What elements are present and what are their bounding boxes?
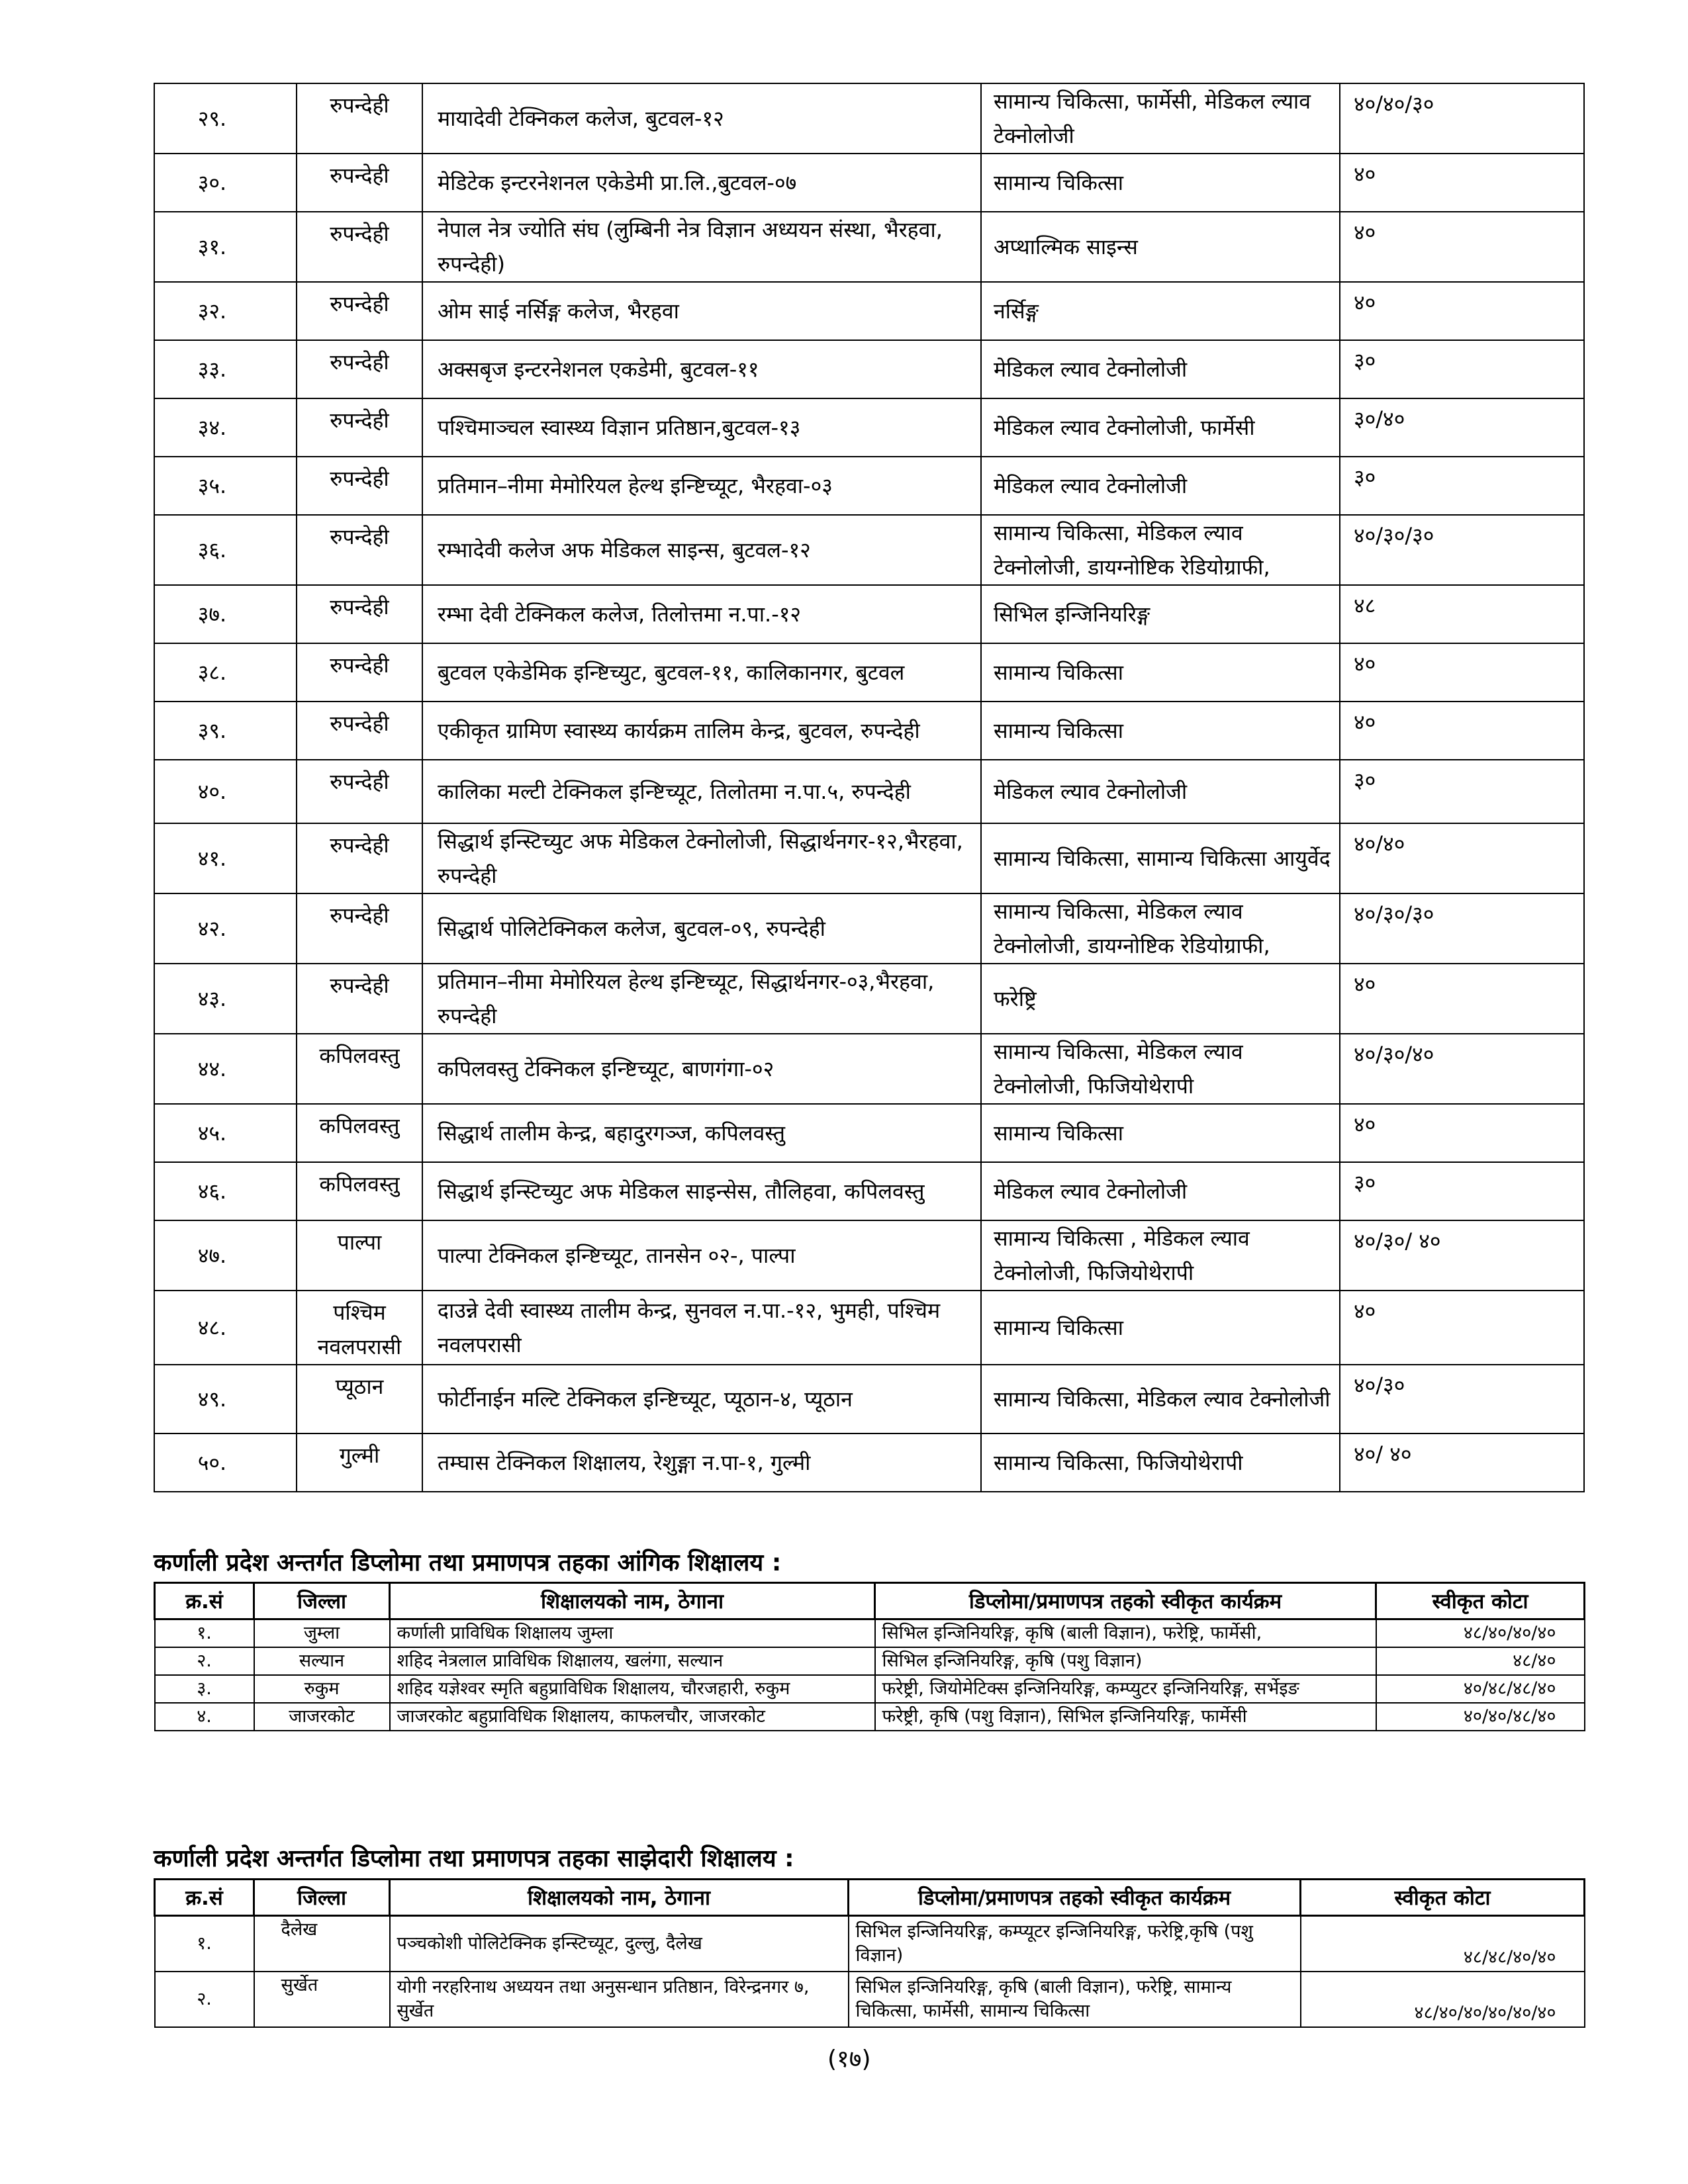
- cell-quota: ४०/४०/३०: [1340, 83, 1584, 154]
- table-row: [155, 1972, 1585, 2027]
- cell-name: सिद्धार्थ इन्स्टिच्युट अफ मेडिकल टेक्नोलोजी, सिद्धार्थनगर-१२,भैरहवा, रुपन्देही: [422, 823, 981, 893]
- table-row: [154, 340, 1584, 398]
- cell-name: पाल्पा टेक्निकल इन्ष्टिच्यूट, तानसेन ०२-, पाल्पा: [422, 1220, 981, 1291]
- karnali-sajhedari-table: [154, 1878, 1585, 2028]
- cell-name: पश्चिमाञ्चल स्वास्थ्य विज्ञान प्रतिष्ठान,बुटवल-१३: [422, 398, 981, 457]
- table-row: [155, 1647, 1585, 1675]
- cell-name: प्रतिमान–नीमा मेमोरियल हेल्थ इन्ष्टिच्यूट, सिद्धार्थनगर-०३,भैरहवा, रुपन्देही: [422, 964, 981, 1034]
- cell-sn: ४२.: [154, 893, 297, 964]
- cell-district: कपिलवस्तु: [297, 1104, 422, 1162]
- cell-name: सिद्धार्थ तालीम केन्द्र, बहादुरगञ्ज, कपिलवस्तु: [422, 1104, 981, 1162]
- table-header-row: [155, 1880, 1585, 1916]
- cell-district: पाल्पा: [297, 1220, 422, 1291]
- cell-name: मायादेवी टेक्निकल कलेज, बुटवल-१२: [422, 83, 981, 154]
- cell-program: सामान्य चिकित्सा, फार्मेसी, मेडिकल ल्याव टेक्नोलोजी: [981, 83, 1340, 154]
- cell-program: सामान्य चिकित्सा, मेडिकल ल्याव टेक्नोलोजी: [981, 1365, 1340, 1433]
- cell-program: सिभिल इन्जिनियरिङ्ग: [981, 585, 1340, 643]
- cell-district: रुपन्देही: [297, 760, 422, 823]
- cell-quota: ४८/४८/४०/४०: [1301, 1916, 1585, 1972]
- cell-sn: ४७.: [154, 1220, 297, 1291]
- cell-sn: ३१.: [154, 212, 297, 282]
- cell-quota: ३०: [1340, 457, 1584, 515]
- cell-sn: ४८.: [154, 1291, 297, 1365]
- cell-quota: ४८/४०: [1376, 1647, 1585, 1675]
- cell-program: मेडिकल ल्याव टेक्नोलोजी: [981, 760, 1340, 823]
- cell-name: शहिद यज्ञेश्वर स्मृति बहुप्राविधिक शिक्षालय, चौरजहारी, रुकुम: [390, 1675, 875, 1703]
- cell-district: सल्यान: [254, 1647, 390, 1675]
- table-row: [154, 643, 1584, 702]
- cell-program: सामान्य चिकित्सा: [981, 1104, 1340, 1162]
- cell-quota: ४०: [1340, 964, 1584, 1034]
- table-header-row: [155, 1583, 1585, 1619]
- cell-district: रुपन्देही: [297, 823, 422, 893]
- header-name: शिक्षालयको नाम, ठेगाना: [390, 1880, 849, 1916]
- table-row: [154, 212, 1584, 282]
- cell-district: पश्चिम नवलपरासी: [297, 1291, 422, 1365]
- cell-quota: ४०/४०: [1340, 823, 1584, 893]
- cell-district: रुपन्देही: [297, 702, 422, 760]
- cell-sn: ४९.: [154, 1365, 297, 1433]
- cell-name: मेडिटेक इन्टरनेशनल एकेडेमी प्रा.लि.,बुटवल-०७: [422, 154, 981, 212]
- table-row: [154, 282, 1584, 340]
- table-row: [154, 1291, 1584, 1365]
- cell-name: रम्भादेवी कलेज अफ मेडिकल साइन्स, बुटवल-१२: [422, 515, 981, 585]
- institutions-table-continued: [154, 83, 1585, 1492]
- table-row: [154, 1433, 1584, 1492]
- cell-sn: ४१.: [154, 823, 297, 893]
- cell-district: कपिलवस्तु: [297, 1162, 422, 1220]
- table-row: [154, 154, 1584, 212]
- cell-quota: ४०/३०: [1340, 1365, 1584, 1433]
- cell-quota: ४०: [1340, 1291, 1584, 1365]
- cell-name: तम्घास टेक्निकल शिक्षालय, रेशुङ्गा न.पा-१, गुल्मी: [422, 1433, 981, 1492]
- cell-name: ओम साई नर्सिङ्ग कलेज, भैरहवा: [422, 282, 981, 340]
- cell-name: एकीकृत ग्रामिण स्वास्थ्य कार्यक्रम तालिम केन्द्र, बुटवल, रुपन्देही: [422, 702, 981, 760]
- cell-district: रुपन्देही: [297, 282, 422, 340]
- cell-district: प्यूठान: [297, 1365, 422, 1433]
- cell-quota: ४०/३०/३०: [1340, 515, 1584, 585]
- table-row: [155, 1703, 1585, 1731]
- cell-sn: ४६.: [154, 1162, 297, 1220]
- cell-program: फरेष्ट्री, कृषि (पशु विज्ञान), सिभिल इन्जिनियरिङ्ग, फार्मेसी: [875, 1703, 1376, 1731]
- cell-sn: ५०.: [154, 1433, 297, 1492]
- cell-quota: ४०/३०/ ४०: [1340, 1220, 1584, 1291]
- cell-program: फरेष्ट्री, जियोमेटिक्स इन्जिनियरिङ्ग, कम्प्युटर इन्जिनियरिङ्ग, सर्भेइङ: [875, 1675, 1376, 1703]
- cell-sn: ३९.: [154, 702, 297, 760]
- cell-sn: ४५.: [154, 1104, 297, 1162]
- cell-quota: ४०: [1340, 643, 1584, 702]
- cell-district: रुकुम: [254, 1675, 390, 1703]
- table-row: [154, 702, 1584, 760]
- cell-district: रुपन्देही: [297, 83, 422, 154]
- cell-sn: २.: [155, 1972, 254, 2027]
- cell-name: सिद्धार्थ पोलिटेक्निकल कलेज, बुटवल-०९, रुपन्देही: [422, 893, 981, 964]
- table-row: [155, 1619, 1585, 1648]
- header-program: डिप्लोमा/प्रमाणपत्र तहको स्वीकृत कार्यक्रम: [849, 1880, 1301, 1916]
- cell-sn: ३२.: [154, 282, 297, 340]
- cell-sn: ३०.: [154, 154, 297, 212]
- cell-district: रुपन्देही: [297, 964, 422, 1034]
- cell-quota: ४०/४०/४८/४०: [1376, 1703, 1585, 1731]
- cell-quota: ४०: [1340, 1104, 1584, 1162]
- cell-program: फरेष्ट्रि: [981, 964, 1340, 1034]
- cell-sn: ३६.: [154, 515, 297, 585]
- cell-quota: ४०/३०/३०: [1340, 893, 1584, 964]
- cell-quota: ३०: [1340, 760, 1584, 823]
- cell-district: रुपन्देही: [297, 457, 422, 515]
- cell-sn: २.: [155, 1647, 254, 1675]
- cell-name: फोर्टीनाईन मल्टि टेक्निकल इन्ष्टिच्यूट, प्यूठान-४, प्यूठान: [422, 1365, 981, 1433]
- table-row: [154, 398, 1584, 457]
- header-quota: स्वीकृत कोटा: [1376, 1583, 1585, 1619]
- cell-program: सामान्य चिकित्सा, सामान्य चिकित्सा आयुर्वेद: [981, 823, 1340, 893]
- cell-name: सिद्धार्थ इन्स्टिच्युट अफ मेडिकल साइन्सेस, तौलिहवा, कपिलवस्तु: [422, 1162, 981, 1220]
- cell-district: गुल्मी: [297, 1433, 422, 1492]
- cell-name: रम्भा देवी टेक्निकल कलेज, तिलोत्तमा न.पा.-१२: [422, 585, 981, 643]
- header-district: जिल्ला: [254, 1880, 390, 1916]
- cell-sn: ४३.: [154, 964, 297, 1034]
- karnali-angik-table: [154, 1582, 1585, 1731]
- cell-name: अक्सबृज इन्टरनेशनल एकडेमी, बुटवल-११: [422, 340, 981, 398]
- cell-program: सिभिल इन्जिनियरिङ्ग, कृषि (पशु विज्ञान): [875, 1647, 1376, 1675]
- cell-program: सिभिल इन्जिनियरिङ्ग, कम्प्यूटर इन्जिनियरिङ्ग, फरेष्ट्रि,कृषि (पशु विज्ञान): [849, 1916, 1301, 1972]
- table-row: [154, 823, 1584, 893]
- cell-quota: ३०: [1340, 340, 1584, 398]
- cell-name: बुटवल एकेडेमिक इन्ष्टिच्युट, बुटवल-११, कालिकानगर, बुटवल: [422, 643, 981, 702]
- page-number: (१७): [827, 2046, 871, 2073]
- cell-name: दाउन्ने देवी स्वास्थ्य तालीम केन्द्र, सुनवल न.पा.-१२, भुमही, पश्चिम नवलपरासी: [422, 1291, 981, 1365]
- cell-quota: ३०: [1340, 1162, 1584, 1220]
- cell-program: मेडिकल ल्याव टेक्नोलोजी, फार्मेसी: [981, 398, 1340, 457]
- cell-sn: ४०.: [154, 760, 297, 823]
- header-name: शिक्षालयको नाम, ठेगाना: [390, 1583, 875, 1619]
- cell-district: रुपन्देही: [297, 398, 422, 457]
- cell-program: सामान्य चिकित्सा, मेडिकल ल्याव टेक्नोलोजी, डायग्नोष्टिक रेडियोग्राफी,: [981, 893, 1340, 964]
- header-quota: स्वीकृत कोटा: [1301, 1880, 1585, 1916]
- cell-quota: ४८/४०/४०/४०: [1376, 1619, 1585, 1648]
- cell-name: जाजरकोट बहुप्राविधिक शिक्षालय, काफलचौर, जाजरकोट: [390, 1703, 875, 1731]
- cell-quota: ४०/ ४०: [1340, 1433, 1584, 1492]
- header-sn: क्र.सं: [155, 1583, 254, 1619]
- cell-program: सामान्य चिकित्सा: [981, 1291, 1340, 1365]
- cell-sn: ३७.: [154, 585, 297, 643]
- cell-sn: ४४.: [154, 1034, 297, 1104]
- cell-program: सामान्य चिकित्सा: [981, 643, 1340, 702]
- cell-district: दैलेख: [254, 1916, 390, 1972]
- cell-sn: १.: [155, 1916, 254, 1972]
- cell-name: कपिलवस्तु टेक्निकल इन्ष्टिच्यूट, बाणगंगा-०२: [422, 1034, 981, 1104]
- cell-sn: ३८.: [154, 643, 297, 702]
- table-row: [154, 515, 1584, 585]
- cell-quota: ४०: [1340, 282, 1584, 340]
- cell-district: रुपन्देही: [297, 893, 422, 964]
- header-program: डिप्लोमा/प्रमाणपत्र तहको स्वीकृत कार्यक्रम: [875, 1583, 1376, 1619]
- karnali-sajhedari-heading: कर्णाली प्रदेश अन्तर्गत डिप्लोमा तथा प्रमाणपत्र तहका साझेदारी शिक्षालय :: [154, 1845, 794, 1872]
- cell-program: सिभिल इन्जिनियरिङ्ग, कृषि (बाली विज्ञान), फरेष्ट्रि, फार्मेसी,: [875, 1619, 1376, 1648]
- cell-program: सामान्य चिकित्सा, मेडिकल ल्याव टेक्नोलोजी, फिजियोथेरापी: [981, 1034, 1340, 1104]
- table-row: [155, 1675, 1585, 1703]
- table-row: [154, 964, 1584, 1034]
- cell-program: सामान्य चिकित्सा: [981, 154, 1340, 212]
- table-row: [155, 1916, 1585, 1972]
- cell-quota: ४०: [1340, 702, 1584, 760]
- cell-quota: ४०: [1340, 212, 1584, 282]
- cell-sn: २९.: [154, 83, 297, 154]
- cell-name: पञ्चकोशी पोलिटेक्निक इन्स्टिच्यूट, दुल्लु, दैलेख: [390, 1916, 849, 1972]
- cell-name: कालिका मल्टी टेक्निकल इन्ष्टिच्यूट, तिलोतमा न.पा.५, रुपन्देही: [422, 760, 981, 823]
- cell-sn: ३४.: [154, 398, 297, 457]
- cell-name: शहिद नेत्रलाल प्राविधिक शिक्षालय, खलंगा, सल्यान: [390, 1647, 875, 1675]
- cell-district: सुर्खेत: [254, 1972, 390, 2027]
- cell-sn: १.: [155, 1619, 254, 1648]
- table-row: [154, 893, 1584, 964]
- karnali-angik-heading: कर्णाली प्रदेश अन्तर्गत डिप्लोमा तथा प्रमाणपत्र तहका आंगिक शिक्षालय :: [154, 1549, 782, 1576]
- cell-sn: ३३.: [154, 340, 297, 398]
- cell-program: नर्सिङ्ग: [981, 282, 1340, 340]
- cell-name: प्रतिमान–नीमा मेमोरियल हेल्थ इन्ष्टिच्यूट, भैरहवा-०३: [422, 457, 981, 515]
- table-row: [154, 457, 1584, 515]
- cell-quota: ३०/४०: [1340, 398, 1584, 457]
- cell-district: जाजरकोट: [254, 1703, 390, 1731]
- table-row: [154, 1034, 1584, 1104]
- cell-program: मेडिकल ल्याव टेक्नोलोजी: [981, 1162, 1340, 1220]
- table-row: [154, 1104, 1584, 1162]
- cell-sn: ३५.: [154, 457, 297, 515]
- cell-name: कर्णाली प्राविधिक शिक्षालय जुम्ला: [390, 1619, 875, 1648]
- cell-district: रुपन्देही: [297, 340, 422, 398]
- cell-name: नेपाल नेत्र ज्योति संघ (लुम्बिनी नेत्र विज्ञान अध्ययन संस्था, भैरहवा, रुपन्देही): [422, 212, 981, 282]
- cell-sn: ३.: [155, 1675, 254, 1703]
- cell-program: मेडिकल ल्याव टेक्नोलोजी: [981, 340, 1340, 398]
- cell-sn: ४.: [155, 1703, 254, 1731]
- header-district: जिल्ला: [254, 1583, 390, 1619]
- cell-district: रुपन्देही: [297, 643, 422, 702]
- cell-quota: ४८/४०/४०/४०/४०/४०: [1301, 1972, 1585, 2027]
- cell-program: सामान्य चिकित्सा, फिजियोथेरापी: [981, 1433, 1340, 1492]
- table-row: [154, 585, 1584, 643]
- cell-district: रुपन्देही: [297, 585, 422, 643]
- cell-program: अप्थाल्मिक साइन्स: [981, 212, 1340, 282]
- cell-district: रुपन्देही: [297, 515, 422, 585]
- table-row: [154, 1220, 1584, 1291]
- table-row: [154, 83, 1584, 154]
- cell-quota: ४०: [1340, 154, 1584, 212]
- header-sn: क्र.सं: [155, 1880, 254, 1916]
- cell-district: रुपन्देही: [297, 212, 422, 282]
- table-row: [154, 1365, 1584, 1433]
- cell-quota: ४०/३०/४०: [1340, 1034, 1584, 1104]
- cell-program: सिभिल इन्जिनियरिङ्ग, कृषि (बाली विज्ञान), फरेष्ट्रि, सामान्य चिकित्सा, फार्मेसी, सामान्य चिकित्सा: [849, 1972, 1301, 2027]
- cell-program: सामान्य चिकित्सा , मेडिकल ल्याव टेक्नोलोजी, फिजियोथेरापी: [981, 1220, 1340, 1291]
- table-row: [154, 1162, 1584, 1220]
- cell-program: सामान्य चिकित्सा, मेडिकल ल्याव टेक्नोलोजी, डायग्नोष्टिक रेडियोग्राफी,: [981, 515, 1340, 585]
- cell-quota: ४८: [1340, 585, 1584, 643]
- cell-name: योगी नरहरिनाथ अध्ययन तथा अनुसन्धान प्रतिष्ठान, विरेन्द्रनगर ७, सुर्खेत: [390, 1972, 849, 2027]
- cell-program: सामान्य चिकित्सा: [981, 702, 1340, 760]
- cell-district: रुपन्देही: [297, 154, 422, 212]
- table-row: [154, 760, 1584, 823]
- cell-district: जुम्ला: [254, 1619, 390, 1648]
- cell-program: मेडिकल ल्याव टेक्नोलोजी: [981, 457, 1340, 515]
- cell-district: कपिलवस्तु: [297, 1034, 422, 1104]
- cell-quota: ४०/४८/४८/४०: [1376, 1675, 1585, 1703]
